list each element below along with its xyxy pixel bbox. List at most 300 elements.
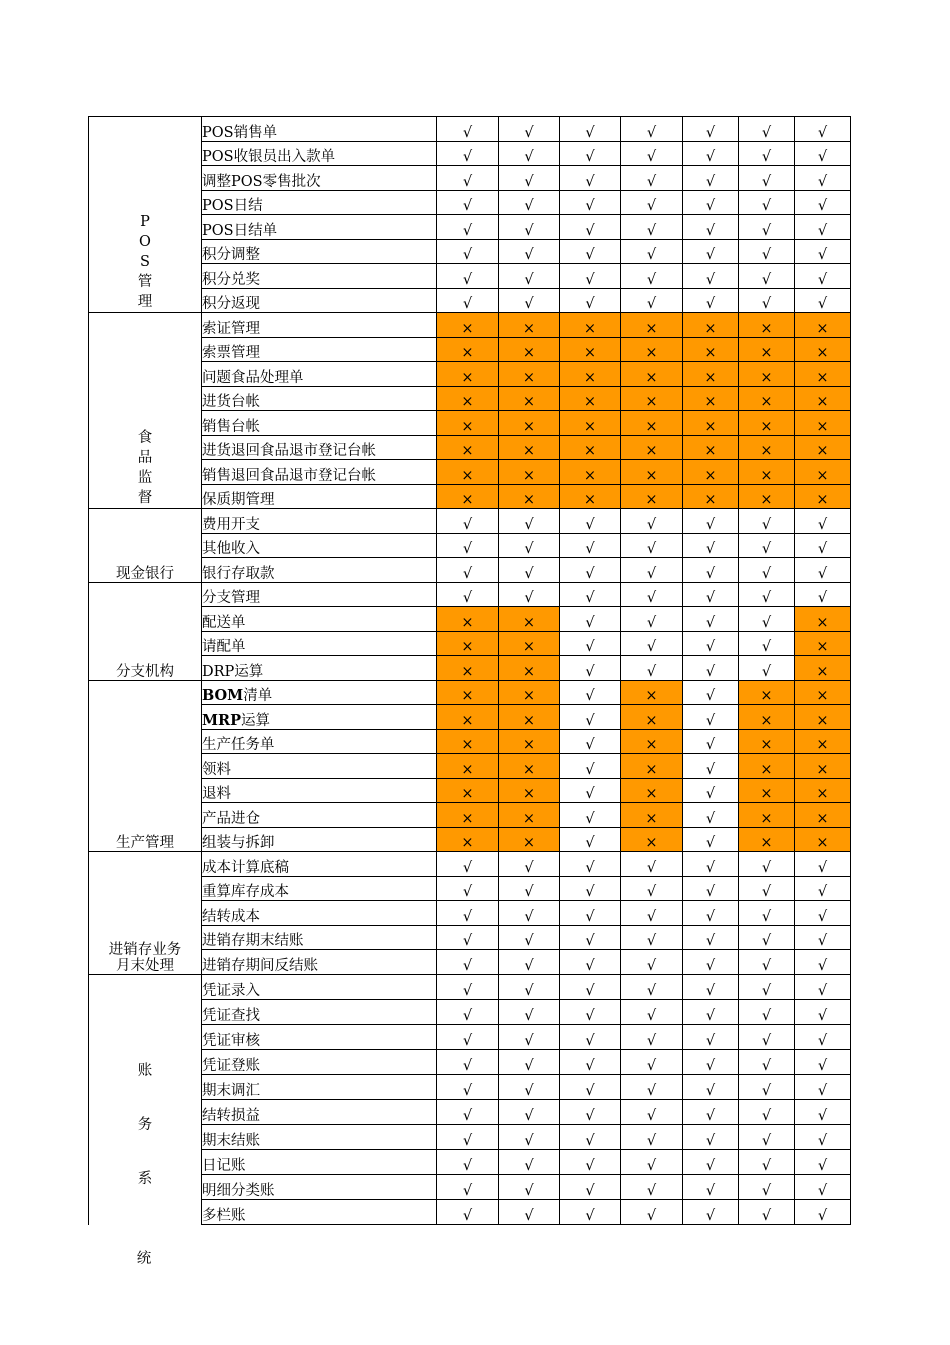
feature-label: 明细分类账 (202, 1174, 437, 1199)
unsupported-mark: × (795, 729, 851, 754)
unsupported-mark: × (437, 656, 499, 681)
feature-label: 产品进仓 (202, 803, 437, 828)
unsupported-mark: × (560, 484, 621, 509)
supported-mark: √ (560, 190, 621, 215)
unsupported-mark: × (621, 460, 683, 485)
supported-mark: √ (683, 778, 739, 803)
supported-mark: √ (437, 509, 499, 534)
unsupported-mark: × (621, 386, 683, 411)
unsupported-mark: × (795, 656, 851, 681)
supported-mark: √ (795, 239, 851, 264)
feature-label: 凭证录入 (202, 974, 437, 999)
category-cell: 现金银行 (89, 509, 202, 583)
supported-mark: √ (437, 1149, 499, 1174)
supported-mark: √ (795, 974, 851, 999)
supported-mark: √ (560, 778, 621, 803)
unsupported-mark: × (739, 386, 795, 411)
supported-mark: √ (437, 876, 499, 901)
table-row (89, 558, 851, 583)
unsupported-mark: × (437, 729, 499, 754)
supported-mark: √ (621, 215, 683, 240)
supported-mark: √ (683, 950, 739, 975)
supported-mark: √ (683, 631, 739, 656)
table-row (89, 386, 851, 411)
feature-label: 组装与拆卸 (202, 827, 437, 852)
unsupported-mark: × (795, 411, 851, 436)
unsupported-mark: × (499, 362, 560, 387)
supported-mark: √ (437, 999, 499, 1024)
supported-mark: √ (560, 1099, 621, 1124)
feature-label: 销售退回食品退市登记台帐 (202, 460, 437, 485)
feature-label: 索票管理 (202, 337, 437, 362)
supported-mark: √ (437, 1199, 499, 1224)
supported-mark: √ (437, 852, 499, 877)
table-row (89, 999, 851, 1024)
category-char: 管 (137, 274, 153, 290)
supported-mark: √ (621, 925, 683, 950)
supported-mark: √ (560, 141, 621, 166)
category-cell (89, 974, 202, 1225)
supported-mark: √ (621, 117, 683, 142)
supported-mark: √ (437, 1124, 499, 1149)
supported-mark: √ (739, 582, 795, 607)
unsupported-mark: × (621, 337, 683, 362)
unsupported-mark: × (739, 411, 795, 436)
table-row (89, 729, 851, 754)
table-row (89, 215, 851, 240)
table-row (89, 631, 851, 656)
category-char: P (140, 214, 150, 230)
supported-mark: √ (739, 925, 795, 950)
supported-mark: √ (739, 656, 795, 681)
unsupported-mark: × (739, 827, 795, 852)
supported-mark: √ (683, 239, 739, 264)
unsupported-mark: × (437, 484, 499, 509)
table-row (89, 411, 851, 436)
supported-mark: √ (621, 974, 683, 999)
supported-mark: √ (437, 558, 499, 583)
supported-mark: √ (437, 533, 499, 558)
unsupported-mark: × (437, 803, 499, 828)
supported-mark: √ (795, 1099, 851, 1124)
feature-label: 凭证登账 (202, 1049, 437, 1074)
supported-mark: √ (683, 582, 739, 607)
table-row (89, 1149, 851, 1174)
supported-mark: √ (437, 215, 499, 240)
supported-mark: √ (560, 1149, 621, 1174)
category-line: 进销存业务 (108, 941, 182, 958)
category-char: 理 (137, 294, 153, 310)
feature-label: 费用开支 (202, 509, 437, 534)
unsupported-mark: × (560, 386, 621, 411)
category-char: 务 (137, 1116, 153, 1133)
supported-mark: √ (683, 1174, 739, 1199)
supported-mark: √ (621, 533, 683, 558)
table-row (89, 827, 851, 852)
supported-mark: √ (560, 876, 621, 901)
category-char: 账 (137, 1062, 153, 1079)
unsupported-mark: × (437, 411, 499, 436)
supported-mark: √ (795, 1049, 851, 1074)
supported-mark: √ (795, 1174, 851, 1199)
supported-mark: √ (795, 1024, 851, 1049)
supported-mark: √ (683, 999, 739, 1024)
unsupported-mark: × (795, 778, 851, 803)
table-row (89, 876, 851, 901)
supported-mark: √ (560, 509, 621, 534)
feature-label: 问题食品处理单 (202, 362, 437, 387)
supported-mark: √ (621, 1149, 683, 1174)
supported-mark: √ (560, 925, 621, 950)
unsupported-mark: × (739, 460, 795, 485)
supported-mark: √ (560, 239, 621, 264)
unsupported-mark: × (621, 411, 683, 436)
supported-mark: √ (795, 288, 851, 313)
supported-mark: √ (560, 656, 621, 681)
supported-mark: √ (739, 166, 795, 191)
unsupported-mark: × (499, 656, 560, 681)
supported-mark: √ (795, 901, 851, 926)
table-row (89, 337, 851, 362)
category-char: 品 (137, 450, 153, 466)
supported-mark: √ (499, 852, 560, 877)
supported-mark: √ (560, 264, 621, 289)
unsupported-mark: × (499, 729, 560, 754)
supported-mark: √ (621, 1174, 683, 1199)
supported-mark: √ (795, 1074, 851, 1099)
supported-mark: √ (683, 607, 739, 632)
supported-mark: √ (437, 141, 499, 166)
unsupported-mark: × (795, 754, 851, 779)
unsupported-mark: × (621, 827, 683, 852)
category-cell: 分支机构 (89, 582, 202, 680)
unsupported-mark: × (437, 337, 499, 362)
unsupported-mark: × (739, 435, 795, 460)
unsupported-mark: × (437, 778, 499, 803)
unsupported-mark: × (499, 680, 560, 705)
feature-label: 退料 (202, 778, 437, 803)
unsupported-mark: × (499, 827, 560, 852)
supported-mark: √ (683, 925, 739, 950)
unsupported-mark: × (560, 460, 621, 485)
supported-mark: √ (739, 264, 795, 289)
table-row (89, 288, 851, 313)
category-char: O (139, 234, 151, 250)
category-line: 月末处理 (116, 957, 174, 974)
supported-mark: √ (437, 1174, 499, 1199)
unsupported-mark: × (795, 313, 851, 338)
supported-mark: √ (560, 974, 621, 999)
supported-mark: √ (739, 1174, 795, 1199)
supported-mark: √ (437, 901, 499, 926)
supported-mark: √ (499, 1149, 560, 1174)
unsupported-mark: × (499, 435, 560, 460)
supported-mark: √ (795, 950, 851, 975)
unsupported-mark: × (499, 386, 560, 411)
supported-mark: √ (621, 631, 683, 656)
supported-mark: √ (683, 166, 739, 191)
unsupported-mark: × (683, 460, 739, 485)
supported-mark: √ (683, 141, 739, 166)
unsupported-mark: × (560, 337, 621, 362)
unsupported-mark: × (795, 680, 851, 705)
unsupported-mark: × (739, 680, 795, 705)
supported-mark: √ (621, 852, 683, 877)
feature-label: 领料 (202, 754, 437, 779)
supported-mark: √ (560, 705, 621, 730)
unsupported-mark: × (739, 729, 795, 754)
feature-label: POS日结单 (202, 215, 437, 240)
category-overflow-char: 统 (136, 1251, 152, 1267)
supported-mark: √ (560, 852, 621, 877)
supported-mark: √ (683, 509, 739, 534)
table-row (89, 141, 851, 166)
supported-mark: √ (560, 901, 621, 926)
supported-mark: √ (499, 533, 560, 558)
unsupported-mark: × (499, 803, 560, 828)
supported-mark: √ (683, 190, 739, 215)
supported-mark: √ (437, 1074, 499, 1099)
supported-mark: √ (683, 558, 739, 583)
unsupported-mark: × (437, 631, 499, 656)
supported-mark: √ (499, 1199, 560, 1224)
supported-mark: √ (499, 190, 560, 215)
category-char: 食 (137, 430, 153, 446)
unsupported-mark: × (683, 484, 739, 509)
table-row (89, 950, 851, 975)
table-row (89, 509, 851, 534)
table-row (89, 166, 851, 191)
unsupported-mark: × (683, 362, 739, 387)
supported-mark: √ (621, 558, 683, 583)
supported-mark: √ (795, 1149, 851, 1174)
supported-mark: √ (621, 1074, 683, 1099)
unsupported-mark: × (739, 484, 795, 509)
supported-mark: √ (560, 1049, 621, 1074)
supported-mark: √ (739, 190, 795, 215)
unsupported-mark: × (499, 607, 560, 632)
supported-mark: √ (499, 1074, 560, 1099)
supported-mark: √ (437, 1099, 499, 1124)
supported-mark: √ (739, 901, 795, 926)
unsupported-mark: × (795, 362, 851, 387)
unsupported-mark: × (437, 386, 499, 411)
supported-mark: √ (795, 1199, 851, 1224)
unsupported-mark: × (739, 778, 795, 803)
unsupported-mark: × (795, 484, 851, 509)
unsupported-mark: × (739, 754, 795, 779)
supported-mark: √ (499, 1174, 560, 1199)
supported-mark: √ (560, 607, 621, 632)
supported-mark: √ (621, 1024, 683, 1049)
supported-mark: √ (437, 1049, 499, 1074)
supported-mark: √ (739, 558, 795, 583)
table-row (89, 852, 851, 877)
table-row (89, 264, 851, 289)
supported-mark: √ (560, 1024, 621, 1049)
supported-mark: √ (560, 558, 621, 583)
table-row (89, 754, 851, 779)
feature-label: BOM清单 (202, 680, 437, 705)
unsupported-mark: × (683, 313, 739, 338)
supported-mark: √ (683, 215, 739, 240)
unsupported-mark: × (621, 778, 683, 803)
category-char: 监 (137, 470, 153, 486)
unsupported-mark: × (621, 680, 683, 705)
supported-mark: √ (683, 1149, 739, 1174)
supported-mark: √ (437, 974, 499, 999)
supported-mark: √ (560, 1124, 621, 1149)
supported-mark: √ (795, 999, 851, 1024)
table-row (89, 484, 851, 509)
supported-mark: √ (560, 999, 621, 1024)
feature-label: POS收银员出入款单 (202, 141, 437, 166)
supported-mark: √ (739, 288, 795, 313)
table-row (89, 533, 851, 558)
supported-mark: √ (437, 288, 499, 313)
unsupported-mark: × (621, 705, 683, 730)
unsupported-mark: × (560, 435, 621, 460)
feature-label: 银行存取款 (202, 558, 437, 583)
supported-mark: √ (683, 1074, 739, 1099)
supported-mark: √ (621, 264, 683, 289)
supported-mark: √ (683, 1099, 739, 1124)
feature-label: 结转损益 (202, 1099, 437, 1124)
table-row (89, 1024, 851, 1049)
supported-mark: √ (683, 533, 739, 558)
supported-mark: √ (739, 876, 795, 901)
supported-mark: √ (683, 729, 739, 754)
feature-label: MRP运算 (202, 705, 437, 730)
category-cell (89, 313, 202, 509)
supported-mark: √ (437, 239, 499, 264)
supported-mark: √ (739, 950, 795, 975)
unsupported-mark: × (795, 386, 851, 411)
supported-mark: √ (560, 729, 621, 754)
feature-label: POS日结 (202, 190, 437, 215)
unsupported-mark: × (437, 680, 499, 705)
unsupported-mark: × (437, 607, 499, 632)
supported-mark: √ (621, 950, 683, 975)
supported-mark: √ (499, 901, 560, 926)
supported-mark: √ (795, 264, 851, 289)
supported-mark: √ (621, 1099, 683, 1124)
supported-mark: √ (739, 1149, 795, 1174)
supported-mark: √ (437, 925, 499, 950)
supported-mark: √ (739, 141, 795, 166)
supported-mark: √ (560, 117, 621, 142)
table-row (89, 435, 851, 460)
unsupported-mark: × (621, 313, 683, 338)
unsupported-mark: × (437, 754, 499, 779)
supported-mark: √ (683, 1049, 739, 1074)
supported-mark: √ (683, 705, 739, 730)
category-char: 督 (137, 490, 153, 506)
supported-mark: √ (621, 239, 683, 264)
unsupported-mark: × (683, 386, 739, 411)
table-row (89, 1174, 851, 1199)
supported-mark: √ (499, 509, 560, 534)
supported-mark: √ (739, 631, 795, 656)
feature-label: DRP运算 (202, 656, 437, 681)
table-row (89, 925, 851, 950)
supported-mark: √ (499, 117, 560, 142)
supported-mark: √ (560, 582, 621, 607)
unsupported-mark: × (437, 435, 499, 460)
supported-mark: √ (560, 803, 621, 828)
unsupported-mark: × (621, 484, 683, 509)
supported-mark: √ (499, 288, 560, 313)
category-cell (89, 852, 202, 975)
supported-mark: √ (795, 190, 851, 215)
supported-mark: √ (560, 1074, 621, 1099)
supported-mark: √ (499, 264, 560, 289)
supported-mark: √ (683, 876, 739, 901)
feature-label: 请配单 (202, 631, 437, 656)
feature-label: 日记账 (202, 1149, 437, 1174)
unsupported-mark: × (499, 411, 560, 436)
feature-label: POS销售单 (202, 117, 437, 142)
supported-mark: √ (499, 974, 560, 999)
supported-mark: √ (683, 656, 739, 681)
unsupported-mark: × (499, 705, 560, 730)
supported-mark: √ (795, 582, 851, 607)
supported-mark: √ (437, 117, 499, 142)
supported-mark: √ (739, 117, 795, 142)
feature-label: 进货台帐 (202, 386, 437, 411)
supported-mark: √ (437, 1024, 499, 1049)
supported-mark: √ (621, 1049, 683, 1074)
supported-mark: √ (621, 656, 683, 681)
supported-mark: √ (499, 1024, 560, 1049)
supported-mark: √ (683, 680, 739, 705)
supported-mark: √ (683, 117, 739, 142)
unsupported-mark: × (437, 313, 499, 338)
supported-mark: √ (499, 1124, 560, 1149)
supported-mark: √ (683, 264, 739, 289)
feature-label: 积分调整 (202, 239, 437, 264)
supported-mark: √ (560, 680, 621, 705)
supported-mark: √ (795, 852, 851, 877)
unsupported-mark: × (499, 337, 560, 362)
supported-mark: √ (683, 1024, 739, 1049)
unsupported-mark: × (499, 460, 560, 485)
supported-mark: √ (621, 1124, 683, 1149)
table-row (89, 680, 851, 705)
supported-mark: √ (499, 558, 560, 583)
table-row (89, 974, 851, 999)
category-char: S (140, 254, 150, 270)
supported-mark: √ (499, 925, 560, 950)
supported-mark: √ (795, 925, 851, 950)
table-row (89, 778, 851, 803)
feature-label: 积分返现 (202, 288, 437, 313)
supported-mark: √ (795, 215, 851, 240)
supported-mark: √ (739, 533, 795, 558)
supported-mark: √ (499, 166, 560, 191)
table-row (89, 1099, 851, 1124)
supported-mark: √ (739, 1074, 795, 1099)
supported-mark: √ (739, 509, 795, 534)
feature-label: 生产任务单 (202, 729, 437, 754)
unsupported-mark: × (739, 337, 795, 362)
unsupported-mark: × (437, 460, 499, 485)
supported-mark: √ (795, 117, 851, 142)
feature-label: 进货退回食品退市登记台帐 (202, 435, 437, 460)
supported-mark: √ (739, 607, 795, 632)
supported-mark: √ (621, 901, 683, 926)
supported-mark: √ (560, 533, 621, 558)
